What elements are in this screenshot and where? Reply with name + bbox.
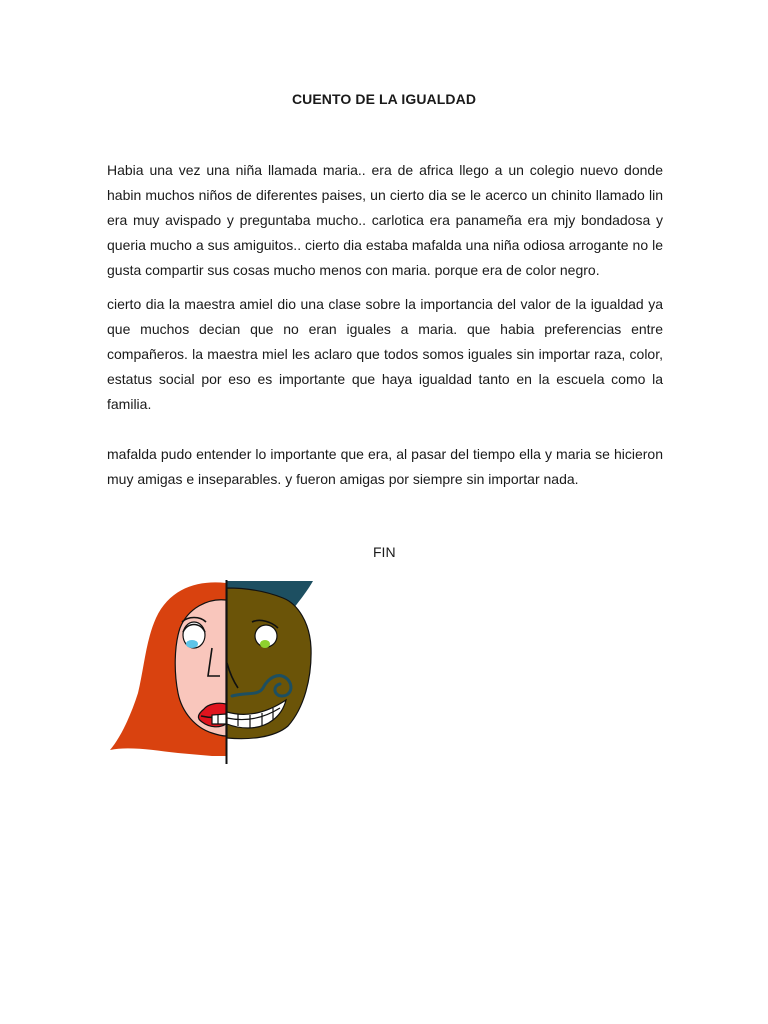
right-iris — [260, 640, 270, 648]
paragraph-3: mafalda pudo entender lo importante que era, al pasar del tiempo ella y maria se hicieron muy amigas e inseparables. y fueron amigas por siempre sin importar nada. — [107, 446, 663, 487]
left-iris — [186, 640, 198, 648]
paragraph-2: cierto dia la maestra amiel dio una clase sobre la importancia del valor de la igualdad ya que muchos decian que no eran iguales a maria. que habia preferencias entre compañeros. la maestra miel les aclaro que todos somos iguales sin importar raza, color, estatus social por eso es importante que haya igualdad tanto en la escuela como la familia. — [107, 296, 663, 412]
two-faces-illustration — [108, 578, 318, 768]
paragraph-1: Habia una vez una niña llamada maria.. era de africa llego a un colegio nuevo donde habin muchos niños de diferentes paises, un cierto dia se le acerco un chinito llamado lin era muy avispado y preguntaba mucho.. carlotica era panameña era mjy bondadosa y queria mucho a sus amiguitos.. cierto dia estaba mafalda una niña odiosa arrogante no le gusta compartir sus cosas mucho menos con maria. porque era de color negro. — [107, 162, 663, 278]
story-ending: FIN — [373, 544, 396, 560]
story-title: CUENTO DE LA IGUALDAD — [291, 91, 477, 107]
